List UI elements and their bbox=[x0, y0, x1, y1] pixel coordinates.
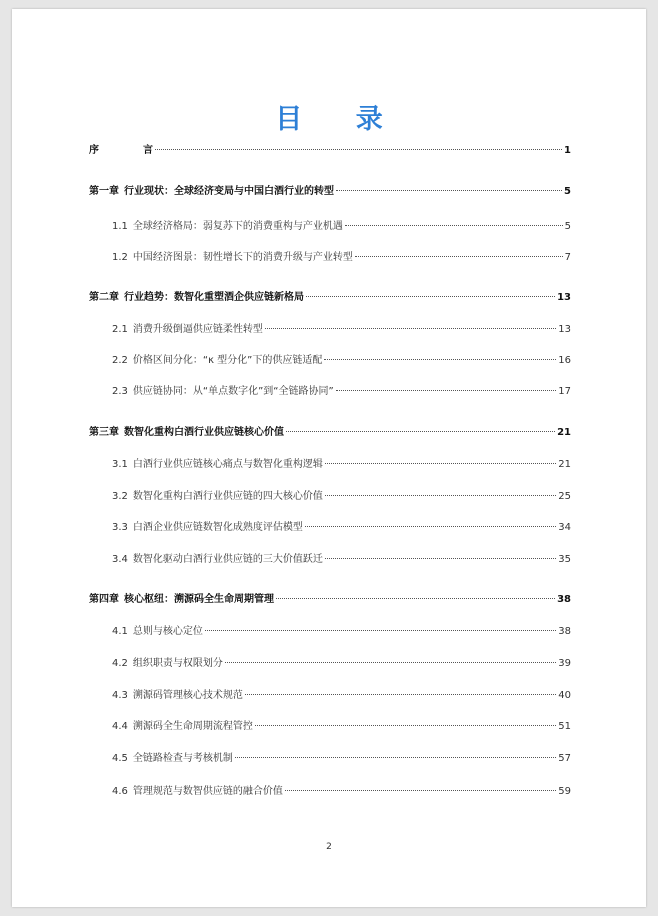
toc-entry-label: 数智化驱动白酒行业供应链的三大价值跃迁 bbox=[132, 554, 323, 565]
toc-page-number: 59 bbox=[558, 786, 571, 797]
toc-entry-section[interactable] bbox=[89, 625, 571, 639]
dot-leader bbox=[336, 390, 557, 391]
toc-entry-number: 4.1 bbox=[112, 626, 128, 637]
toc-page-number: 51 bbox=[558, 721, 571, 732]
dot-leader bbox=[225, 662, 556, 663]
dot-leader bbox=[265, 328, 556, 329]
toc-entry-number: 第一章 bbox=[89, 186, 119, 197]
toc-entry-number: 3.3 bbox=[112, 522, 128, 533]
toc-entry-section[interactable] bbox=[89, 553, 571, 567]
dot-leader bbox=[205, 630, 556, 631]
dot-leader bbox=[305, 526, 556, 527]
toc-entry-section[interactable] bbox=[89, 752, 571, 766]
toc-entry-preface[interactable] bbox=[89, 144, 571, 158]
toc-entry-label: 溯源码全生命周期流程管控 bbox=[132, 721, 253, 732]
toc-entry-section[interactable] bbox=[89, 720, 571, 734]
toc-page-number: 1 bbox=[564, 145, 571, 156]
toc-entry-number: 3.1 bbox=[112, 459, 128, 470]
dot-leader bbox=[306, 296, 555, 297]
toc-entry-chapter[interactable] bbox=[89, 185, 571, 199]
toc-entry-number: 4.5 bbox=[112, 753, 128, 764]
toc-entry-label: 溯源码管理核心技术规范 bbox=[132, 690, 243, 701]
toc-page-number: 38 bbox=[558, 626, 571, 637]
toc-entry-label: 数智化重构白酒行业供应链核心价值 bbox=[124, 427, 284, 438]
dot-leader bbox=[286, 431, 555, 432]
toc-entry-label: 核心枢纽：溯源码全生命周期管理 bbox=[124, 594, 274, 605]
toc-entry-section[interactable] bbox=[89, 220, 571, 234]
toc-entry-number: 4.3 bbox=[112, 690, 128, 701]
toc-page-number: 38 bbox=[557, 594, 571, 605]
toc-entry-section[interactable] bbox=[89, 354, 571, 368]
page-number-footer: 2 bbox=[326, 842, 332, 852]
dot-leader bbox=[255, 725, 556, 726]
toc-entry-label: 行业趋势：数智化重塑酒企供应链新格局 bbox=[124, 292, 304, 303]
toc-entry-label: 总则与核心定位 bbox=[132, 626, 203, 637]
toc-entry-number: 2.1 bbox=[112, 324, 128, 335]
dot-leader bbox=[325, 495, 556, 496]
toc-page-number: 13 bbox=[558, 324, 571, 335]
toc-entry-section[interactable] bbox=[89, 785, 571, 799]
toc-entry-number: 1.1 bbox=[112, 221, 128, 232]
toc-page-number: 40 bbox=[558, 690, 571, 701]
toc-entry-label: 白酒企业供应链数智化成熟度评估模型 bbox=[132, 522, 303, 533]
toc-page-number: 25 bbox=[558, 491, 571, 502]
toc-entry-label: 白酒行业供应链核心痛点与数智化重构逻辑 bbox=[132, 459, 323, 470]
toc-entry-section[interactable] bbox=[89, 689, 571, 703]
toc-entry-label: 数智化重构白酒行业供应链的四大核心价值 bbox=[132, 491, 323, 502]
toc-entry-number: 4.4 bbox=[112, 721, 128, 732]
toc-entry-label: 价格区间分化：“κ 型分化”下的供应链适配 bbox=[132, 355, 323, 366]
toc-entry-chapter[interactable] bbox=[89, 291, 571, 305]
toc-entry-chapter[interactable] bbox=[89, 426, 571, 440]
toc-page-number: 13 bbox=[557, 292, 571, 303]
dot-leader bbox=[325, 463, 556, 464]
preface-label: 序 言 bbox=[89, 145, 153, 156]
toc-entry-label: 行业现状：全球经济变局与中国白酒行业的转型 bbox=[124, 186, 334, 197]
dot-leader bbox=[345, 225, 563, 226]
dot-leader bbox=[276, 598, 555, 599]
dot-leader bbox=[245, 694, 556, 695]
toc-entry-section[interactable] bbox=[89, 657, 571, 671]
toc-page-number: 21 bbox=[557, 427, 571, 438]
dot-leader bbox=[285, 790, 556, 791]
toc-entry-number: 4.6 bbox=[112, 786, 128, 797]
toc-page-number: 57 bbox=[558, 753, 571, 764]
toc-entry-number: 3.2 bbox=[112, 491, 128, 502]
toc-page-number: 35 bbox=[558, 554, 571, 565]
toc-page-number: 21 bbox=[558, 459, 571, 470]
dot-leader bbox=[336, 190, 562, 191]
toc-entry-label: 管理规范与数智供应链的融合价值 bbox=[132, 786, 283, 797]
toc-entry-chapter[interactable] bbox=[89, 593, 571, 607]
toc-page-number: 39 bbox=[558, 658, 571, 669]
toc-entry-section[interactable] bbox=[89, 385, 571, 399]
toc-entry-section[interactable] bbox=[89, 323, 571, 337]
toc-entry-label: 中国经济图景：韧性增长下的消费升级与产业转型 bbox=[132, 252, 353, 263]
toc-page-number: 17 bbox=[558, 386, 571, 397]
dot-leader bbox=[155, 149, 562, 150]
toc-entry-section[interactable] bbox=[89, 458, 571, 472]
toc-entry-number: 1.2 bbox=[112, 252, 128, 263]
toc-title: 目 录 bbox=[275, 104, 405, 135]
toc-entry-label: 组织职责与权限划分 bbox=[132, 658, 223, 669]
toc-page-number: 7 bbox=[564, 252, 571, 263]
toc-entry-number: 第四章 bbox=[89, 594, 119, 605]
toc-entry-label: 消费升级倒逼供应链柔性转型 bbox=[132, 324, 263, 335]
toc-entry-number: 3.4 bbox=[112, 554, 128, 565]
toc-entry-label: 供应链协同：从“单点数字化”到“全链路协同” bbox=[132, 386, 334, 397]
toc-entry-number: 第二章 bbox=[89, 292, 119, 303]
toc-entry-number: 4.2 bbox=[112, 658, 128, 669]
toc-entry-number: 第三章 bbox=[89, 427, 119, 438]
toc-page-number: 34 bbox=[558, 522, 571, 533]
toc-entry-section[interactable] bbox=[89, 490, 571, 504]
toc-page-number: 5 bbox=[564, 221, 571, 232]
toc-entry-number: 2.3 bbox=[112, 386, 128, 397]
dot-leader bbox=[324, 359, 556, 360]
dot-leader bbox=[235, 757, 556, 758]
toc-entry-section[interactable] bbox=[89, 251, 571, 265]
document-page bbox=[12, 9, 646, 907]
toc-page-number: 16 bbox=[558, 355, 571, 366]
dot-leader bbox=[325, 558, 556, 559]
toc-page-number: 5 bbox=[564, 186, 571, 197]
toc-entry-label: 全链路检查与考核机制 bbox=[132, 753, 233, 764]
toc-entry-number: 2.2 bbox=[112, 355, 128, 366]
toc-entry-label: 全球经济格局：弱复苏下的消费重构与产业机遇 bbox=[132, 221, 343, 232]
dot-leader bbox=[355, 256, 563, 257]
toc-entry-section[interactable] bbox=[89, 521, 571, 535]
